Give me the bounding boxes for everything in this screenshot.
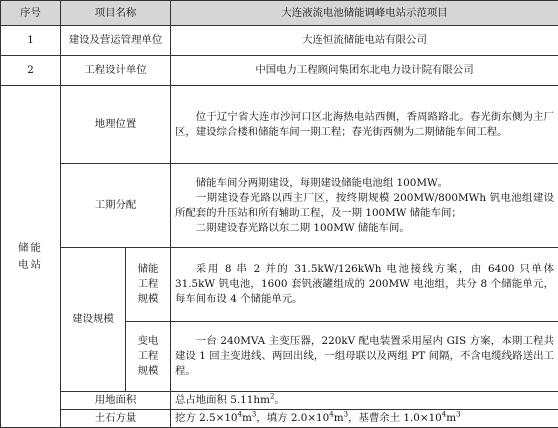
location-label: 地理位置 — [61, 86, 171, 164]
substation-text — [171, 322, 558, 392]
land-text: 总占地面积 5.11hm — [175, 394, 270, 406]
earth-sup: 3 — [252, 411, 256, 419]
land-value — [171, 392, 558, 410]
earth-text: ，填方 2.0×10 — [256, 412, 329, 424]
station-group-label — [1, 86, 61, 428]
location-text — [171, 86, 558, 164]
land-suffix: 。 — [274, 394, 284, 406]
scale-label: 建设规模 — [61, 248, 126, 392]
header-project-title: 大连液流电池储能调峰电站示范项目 — [171, 1, 558, 26]
earth-sup: 4 — [442, 411, 446, 419]
phases-row — [1, 164, 558, 248]
table-row — [1, 56, 558, 86]
earth-value — [171, 410, 558, 428]
location-row — [1, 86, 558, 164]
storage-scale-row — [1, 248, 558, 322]
substation-paragraph: 一台 240MVA 主变压器，220kV 配电装置采用屋内 GIS 方案，本期工程共建设 1 回主变进线、两回出线，一组母联以及两组 PT 间隔，不含电缆线路送出工程。 — [175, 334, 554, 379]
row-value: 中国电力工程顾问集团东北电力设计院有限公司 — [171, 56, 558, 86]
phases-line: 二期建设春光路以东二期 100MW 储能车间。 — [175, 221, 554, 236]
header-item-name: 项目名称 — [61, 1, 171, 26]
row-label: 建设及营运管理单位 — [61, 26, 171, 56]
land-sup: 2 — [270, 393, 274, 401]
storage-paragraph: 采用 8 串 2 并的 31.5kW/126kWh 电池接线方案，由 6400 只单体 31.5kW 钒电池，1600 套钒液罐组成的 200MW 电池组，共分 8 个储能单元，每车间布设 4 个储能单元。 — [175, 262, 554, 307]
header-number: 序号 — [1, 1, 61, 26]
earth-label: 土石方量 — [61, 410, 171, 428]
phases-line: 一期建设春光路以西主厂区，按终期规模 200MW/800MWh 钒电池组建设所配套的升压站和所有辅助工程，及一期 100MW 储能车间； — [175, 191, 554, 221]
phases-label: 工期分配 — [61, 164, 171, 248]
header-row — [1, 1, 558, 26]
storage-text — [171, 248, 558, 322]
earth-unit: m — [334, 412, 344, 424]
earth-sup: 3 — [456, 411, 460, 419]
table-row — [1, 26, 558, 56]
row-number: 1 — [1, 26, 61, 56]
phases-text — [171, 164, 558, 248]
earth-sup: 3 — [344, 411, 348, 419]
earth-text: 挖方 2.5×10 — [175, 412, 238, 424]
station-group-text: 储能电站 — [15, 240, 47, 274]
location-paragraph: 位于辽宁省大连市沙河口区北海热电站西侧，香周路路北。春光街东侧为主厂区，建设综合楼和储能车间一期工程；春光街西侧为二期储能车间工程。 — [175, 110, 554, 140]
land-row — [1, 392, 558, 410]
earth-unit: m — [446, 412, 456, 424]
row-value: 大连恒流储能电站有限公司 — [171, 26, 558, 56]
earth-unit: m — [242, 412, 252, 424]
earth-row — [1, 410, 558, 428]
storage-label-text: 储能工程规模 — [136, 262, 160, 307]
substation-label-text: 变电工程规模 — [136, 334, 160, 379]
land-label: 用地面积 — [61, 392, 171, 410]
storage-label — [126, 248, 171, 322]
earth-sup: 4 — [329, 411, 333, 419]
substation-label — [126, 322, 171, 392]
earth-sup: 4 — [238, 411, 242, 419]
phases-line: 储能车间分两期建设，每期建设储能电池组 100MW。 — [175, 176, 554, 191]
row-label: 工程设计单位 — [61, 56, 171, 86]
row-number: 2 — [1, 56, 61, 86]
earth-text: ，基曹余土 1.0×10 — [348, 412, 442, 424]
